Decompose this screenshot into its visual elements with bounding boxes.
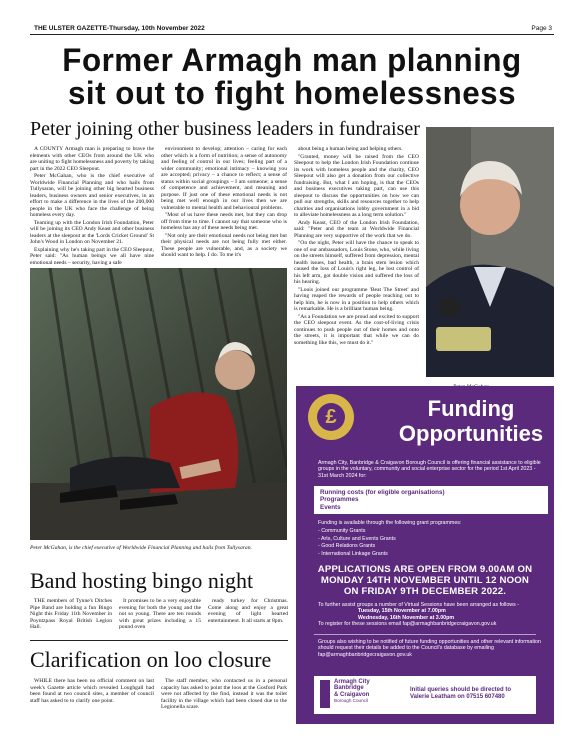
logo-line: Banbridge — [334, 685, 364, 692]
programme-item: - Arts, Culture and Events Grants — [318, 535, 396, 542]
page-number: Page 3 — [531, 25, 552, 32]
paragraph: Peter McGahan, who is the chief executive of Worldwide Financial Planning and who hails from Tullysaran, will be joining other big hearted business leaders, business owners and senior executives, in an effort to make a difference in the lives of the 200,000 people in the UK who face the challenge of being homeless every day. — [30, 173, 154, 218]
story-divider — [30, 640, 288, 641]
advert-intro: Armagh City, Banbridge & Craigavon Borough Council is offering financial assistance to eligible groups in the voluntary, community and social enterprise sector for the period 1st April 2023 - 31st March 2024 for: — [318, 460, 541, 479]
funding-advert — [296, 386, 554, 724]
pound-sign-icon: £ — [317, 403, 345, 431]
session-2: Wednesday, 16th November at 3.00pm — [358, 614, 455, 621]
main-headline — [35, 44, 549, 110]
council-logo-icon — [320, 680, 330, 708]
story1-column-1 — [30, 146, 154, 267]
photo-man-sitting — [30, 268, 287, 540]
newspaper-dateline: THE ULSTER GAZETTE-Thursday, 10th November 2022 — [34, 25, 205, 32]
contact-line-1: Initial queries should be directed to — [410, 687, 512, 693]
programme-item: - Community Grants — [318, 528, 366, 534]
story3-column-1 — [30, 678, 154, 705]
application-dates — [306, 564, 544, 597]
funding-categories-box — [314, 486, 548, 514]
headline-line-2: sit out to fight homelessness — [67, 75, 517, 111]
date-line: ON FRIDAY 9TH DECEMBER 2022. — [343, 586, 507, 597]
story3-headline: Clarification on loo closure — [30, 647, 272, 672]
story1-column-2 — [161, 146, 287, 260]
date-line: MONDAY 14TH NOVEMBER UNTIL 12 NOON — [320, 575, 530, 586]
paragraph: "Most of us have these needs met, but they can drop off from time to time. I cannot say that someone who is homeless has any of these needs being met. — [161, 212, 287, 231]
paragraph: It promises to be a very enjoyable evening for both the young and the not so young. There are ten rounds with great prizes including a 15 pound oven — [119, 598, 201, 630]
paragraph: THE members of Tynne's Ditches Pipe Band are holding a fun Bingo Night this Friday 11th November in Poyntzpass Royal British Legion Hall. — [30, 598, 112, 630]
story1-column-3 — [294, 146, 419, 347]
advert-title-line-1: Funding — [427, 396, 515, 421]
photo-portrait — [426, 127, 554, 377]
logo-line: Armagh City — [334, 679, 370, 685]
paragraph: about being a human being and helping others. — [298, 146, 403, 152]
category-item: Events — [320, 503, 341, 511]
logo-line: Borough Council — [334, 698, 368, 704]
paragraph: "Louis joined our programme 'Beat The Street' and having reaped the rewards of people reaching out to help him, he is now in a position to help others which is remarkable. He is a brilliant human being. — [294, 286, 419, 312]
story3-column-2 — [161, 678, 287, 712]
paragraph: The staff member, who contacted us in a personal capacity has asked to point the loos at the Gosford Park were not affected by the find, instead it was the toilet facility in the village which had been closed due to the Legionella scare. — [161, 678, 287, 710]
advert-title-line-2: Opportunities — [398, 421, 544, 446]
paragraph: "As a Foundation we are proud and excited to support the CEO sleepout event. As the cost-of-living crisis continues to push people out of their homes and onto the streets, it is important that while we can do something like this, we must do it." — [294, 313, 419, 346]
paragraph: Explaining why he's taking part in the CEO Sleepout, Peter said: "As human beings we all have nine emotional needs – security, having a safe — [30, 246, 154, 266]
paragraph: Andy Keast, CEO of the London Irish Foundation, said: "Peter and the team at Worldwide Financial Planning are very supportive of the work that we do. — [294, 219, 419, 239]
category-item: Programmes — [320, 496, 359, 504]
notify-info: Groups also wishing to be notified of future funding opportunities and other relevant information should request their details be added to the Council's database by emailing fap@armaghbanbridgecraigavon.gov.uk — [318, 639, 541, 658]
category-item: Running costs (for eligible organisations) — [320, 489, 445, 496]
money-bag-icon — [308, 394, 354, 440]
programme-item: - International Linkage Grants — [318, 550, 388, 557]
portrait-illustration — [426, 127, 554, 377]
contact-info — [410, 687, 511, 702]
advert-divider — [314, 634, 536, 635]
photo-caption-1: Peter McGahan, is the chief executive of Worldwide Financial Planning and hails from Tullysaran. — [30, 545, 252, 551]
programme-item: - Good Relations Grants — [318, 543, 376, 550]
sessions-info — [318, 602, 542, 627]
advert-title — [396, 396, 546, 446]
headline-line-1: Former Armagh man planning — [62, 42, 522, 78]
paragraph: environment to develop; attention – caring for each other which is a form of nutrition; a sense of autonomy and feeling of control in our lives; feeling part of a wider community; emotional intimacy – knowing you are accepted; privacy – a chance to reflect; a sense of status within social groupings – I am someone; a sense of competence and achievement, and meaning and purpose. If just one of these emotional needs is not being met well enough in our lives then we are vulnerable to mental health and behavioural problems. — [161, 146, 287, 211]
programme-list — [318, 528, 542, 558]
paragraph: WHILE there has been no official comment on last week's Gazette article which revealed Loughgall had been found at two council sites, a member of council staff has asked to to clarify one point. — [30, 678, 154, 704]
sessions-intro: To further assist groups a number of Virtual Sessions have been arranged as follows - — [318, 602, 519, 608]
session-1: Tuesday, 15th November at 7.00pm — [358, 608, 446, 615]
council-logo-text — [334, 679, 370, 705]
story2-column-2 — [119, 598, 201, 632]
paragraph: "On the night, Peter will have the chance to speak to one of our ambassadors, Louis Stone, who, while living on the streets himself, suffered from depression, mental health issues, bad health, a brain stem lesion which caused the loss of Louis's right leg, he lost control of his left arm, got double vision and suffered the loss of his hearing. — [294, 240, 419, 285]
story2-column-1 — [30, 598, 112, 632]
paragraph: ready turkey for Christmas. Come along and enjoy a great evening of light hearted entertainment. It all starts at 8pm. — [208, 598, 288, 624]
paragraph: "Not only are their emotional needs not being met but their physical needs are not being fully met either. These people are vulnerable, and, as a society we should want to help. I do. To me it's — [161, 232, 287, 258]
paragraph: Teaming up with the London Irish Foundation, Peter will be joining its CEO Andy Keast and other business leaders at the sleepout at the 'Lords Cricket Ground' St John's Wood in London on November 21. — [30, 219, 154, 245]
programmes-intro: Funding is available through the following grant programmes: — [318, 520, 462, 526]
logo-line: & Craigavon — [334, 691, 370, 698]
paragraph: "Granted, money will be raised from the CEO Sleepout to help the London Irish Foundation continue its work with homeless people and the charity, CEO Sleepout will also get a donation from our collective fundraising. But, what I am hoping, is that the CEOs and business executives taking part, can use this sleepout to discuss the opportunities on how we can pull our strengths, skills and resources together to help charities and organisations lobby government in a bid to alleviate homelessness as a long term solution." — [294, 153, 419, 218]
paragraph: A COUNTY Armagh man is preparing to brave the elements with other CEOs from around the UK who are uniting to fight homelessness and poverty by taking part in the 2022 CEO Sleepout. — [30, 146, 154, 172]
header-rule — [30, 34, 554, 35]
contact-line-2: Valerie Leatham on 07515 607480 — [410, 694, 505, 701]
date-line: APPLICATIONS ARE OPEN FROM 9.00AM ON — [317, 564, 533, 575]
story2-column-3 — [208, 598, 288, 625]
register-info: To register for these sessions email fap@armaghbanbridgecraigavon.gov.uk — [318, 620, 497, 627]
advert-footer — [314, 676, 536, 714]
subheadline: Peter joining other business leaders in fundraiser — [30, 118, 420, 140]
photo-illustration — [30, 268, 287, 540]
story2-headline: Band hosting bingo night — [30, 568, 254, 593]
